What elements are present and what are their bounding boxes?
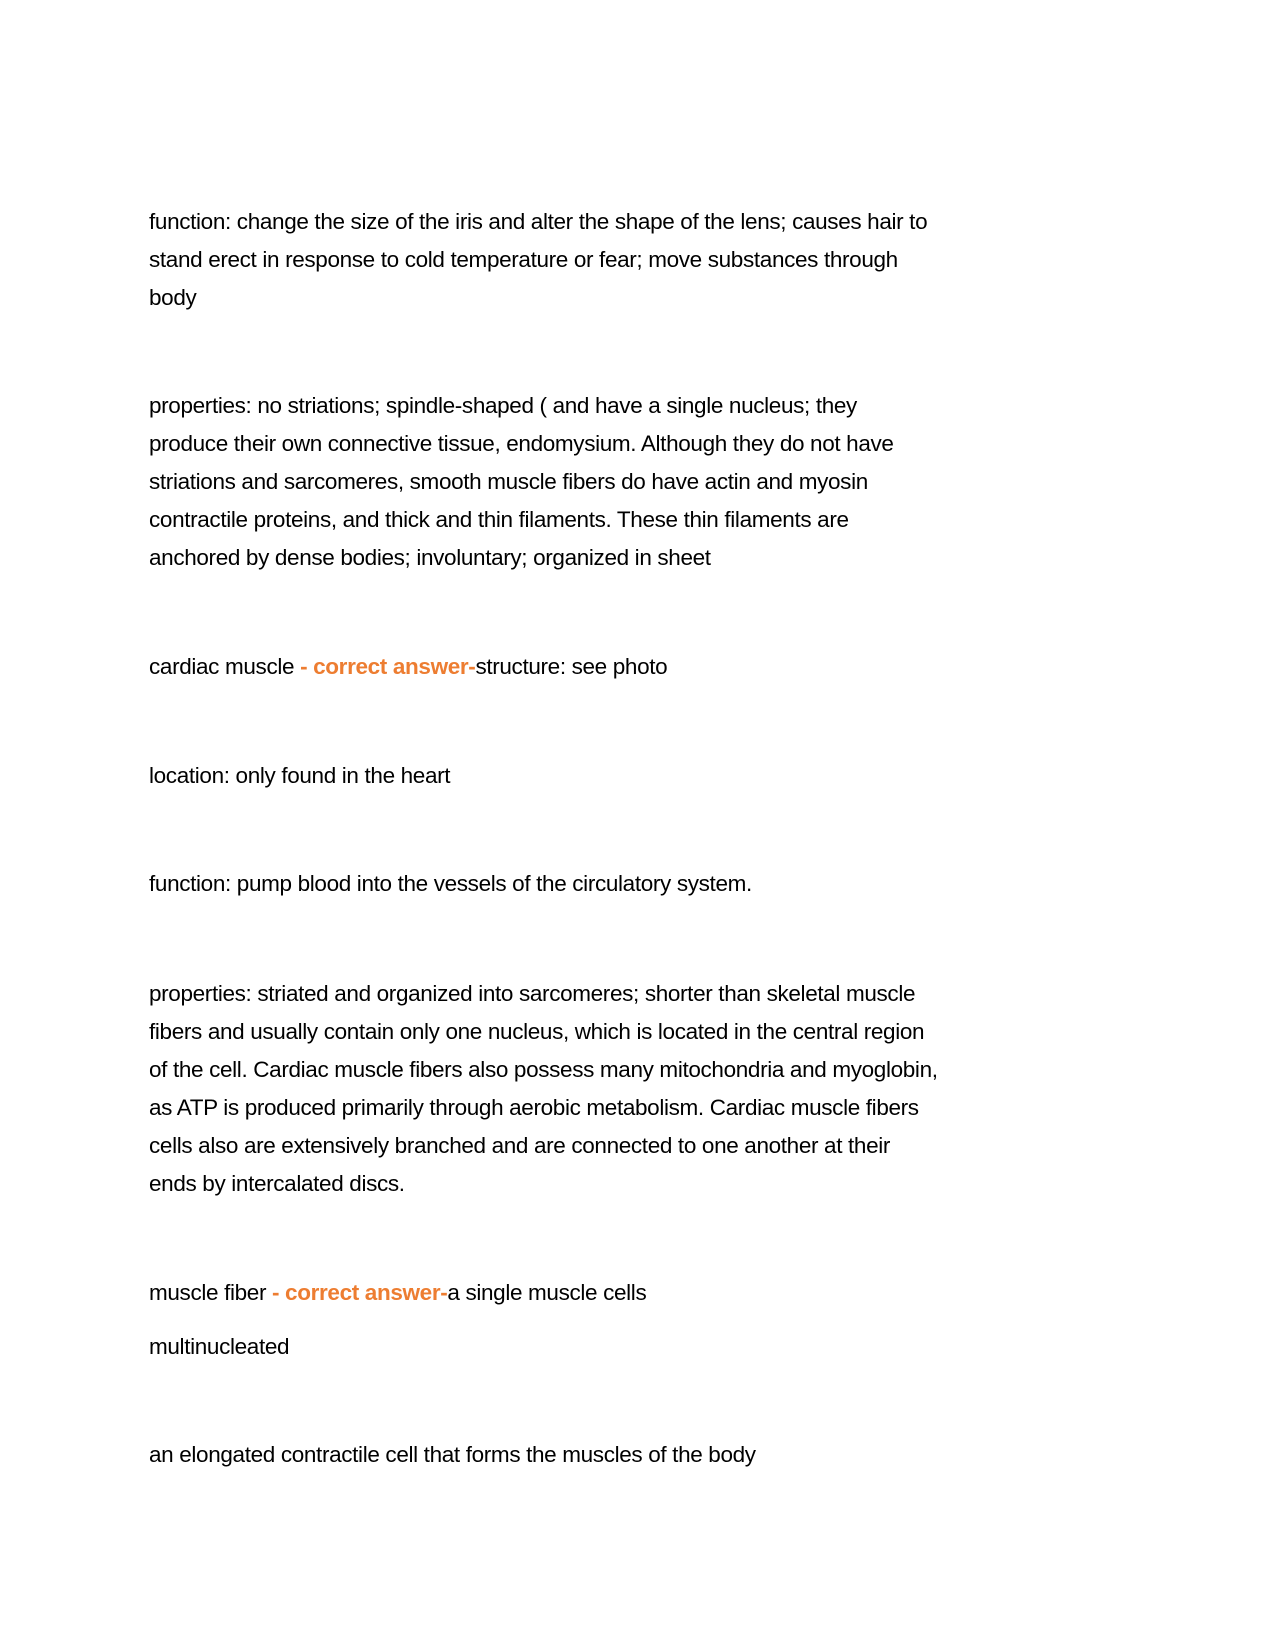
answer: a single muscle cells bbox=[447, 1280, 647, 1305]
text-line: ends by intercalated discs. bbox=[149, 1171, 405, 1196]
fiber-definition bbox=[149, 1436, 1149, 1474]
text-line: contractile proteins, and thick and thin filaments. These thin filaments are bbox=[149, 507, 849, 532]
term: cardiac muscle bbox=[149, 654, 301, 679]
text-line: of the cell. Cardiac muscle fibers also possess many mitochondria and myoglobin, bbox=[149, 1057, 938, 1082]
text-line: striations and sarcomeres, smooth muscle fibers do have actin and myosin bbox=[149, 469, 868, 494]
cardiac-properties-paragraph bbox=[149, 975, 1149, 1203]
text-line: cells also are extensively branched and are connected to one another at their bbox=[149, 1133, 891, 1158]
text-line: properties: striated and organized into sarcomeres; shorter than skeletal muscle bbox=[149, 981, 916, 1006]
text-line: anchored by dense bodies; involuntary; organized in sheet bbox=[149, 545, 711, 570]
cardiac-function bbox=[149, 865, 1149, 903]
smooth-properties-paragraph bbox=[149, 387, 1149, 577]
muscle-fiber-entry bbox=[149, 1274, 1149, 1312]
term: muscle fiber bbox=[149, 1280, 272, 1305]
text-line: multinucleated bbox=[149, 1334, 290, 1359]
fiber-note bbox=[149, 1328, 1149, 1366]
text-line: body bbox=[149, 285, 197, 310]
text-line: fibers and usually contain only one nucleus, which is located in the central region bbox=[149, 1019, 925, 1044]
correct-answer-marker: - correct answer- bbox=[300, 654, 476, 679]
text-line: function: change the size of the iris and alter the shape of the lens; causes hair to bbox=[149, 209, 928, 234]
text-line: location: only found in the heart bbox=[149, 763, 451, 788]
text-line: stand erect in response to cold temperature or fear; move substances through bbox=[149, 247, 898, 272]
text-line: an elongated contractile cell that forms the muscles of the body bbox=[149, 1442, 756, 1467]
cardiac-muscle-entry bbox=[149, 648, 1149, 686]
text-line: as ATP is produced primarily through aerobic metabolism. Cardiac muscle fibers bbox=[149, 1095, 919, 1120]
text-line: produce their own connective tissue, endomysium. Although they do not have bbox=[149, 431, 894, 456]
answer: structure: see photo bbox=[475, 654, 668, 679]
smooth-function-paragraph bbox=[149, 203, 1149, 317]
text-line: function: pump blood into the vessels of the circulatory system. bbox=[149, 871, 752, 896]
text-line: properties: no striations; spindle-shaped ( and have a single nucleus; they bbox=[149, 393, 857, 418]
cardiac-location bbox=[149, 757, 1149, 795]
correct-answer-marker: - correct answer- bbox=[272, 1280, 448, 1305]
